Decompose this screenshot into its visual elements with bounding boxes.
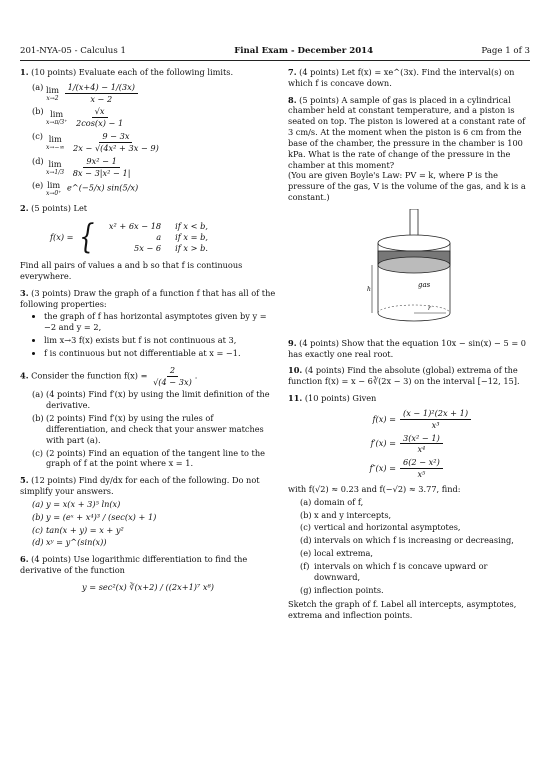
q11-part-e (300, 548, 530, 559)
denominator: x⁴ (417, 444, 426, 455)
question-text: (4 points) Use logarithmic differentiation to find the derivative of the function (20, 554, 248, 575)
part-text: (4 points) Find f′(x) by using the limit definition of the derivative. (46, 389, 270, 411)
question-number: 4. (20, 370, 29, 381)
part-label: (b) (300, 509, 312, 520)
q4-part-c (32, 448, 276, 470)
part-label: (e) (32, 180, 44, 191)
part-label: (d) (32, 537, 44, 548)
q11-part-d (300, 535, 530, 546)
q1-part-c (32, 131, 276, 154)
property-list (20, 311, 276, 358)
part-text: y = x(x + 3)⁵ ln(x) (46, 498, 121, 509)
question-10 (288, 365, 530, 387)
question-4: 4. Consider the function f(x) = $\frac{2}{√(4 - 3x)}$ . (a) (4 points) Find f′(x) by using the limit definition of the derivative. (b) (2 points) Find f′(x) by using the rules of differentiation, and check that your answer matches with part (a). (c) (2 points) Find an equation of the tangent line to the graph of f at the point where x = 1. (20, 365, 276, 469)
piece-condition: if x < b, (175, 220, 208, 231)
question-number: 7. (288, 67, 297, 77)
eq-lhs: f(x) = (372, 413, 396, 424)
question-text: (10 points) Evaluate each of the following limits. (31, 67, 234, 77)
question-3 (20, 288, 276, 359)
part-label: (c) (32, 447, 43, 458)
part-text: intervals on which f is concave upward or downward, (314, 560, 488, 582)
q11-part-b (300, 510, 530, 521)
part-text: xʸ = y^(sin(x)) (46, 537, 107, 548)
numerator: (x − 1)²(2x + 1) (400, 408, 471, 420)
question-5 (20, 475, 276, 548)
q5-part-a (32, 499, 276, 510)
closing-instruction: Sketch the graph of f. Label all intercepts, asymptotes, extrema and inflection points. (288, 599, 517, 621)
piece-expression: a (156, 231, 162, 242)
denominator: x − 2 (90, 93, 113, 104)
part-label: (b) (32, 413, 44, 424)
limit-expression: e^(−5/x) sin(5/x) (67, 182, 139, 193)
part-text: y = (eˣ + x⁴)³ / (sec(x) + 1) (46, 511, 157, 522)
question-number: 11. (288, 393, 303, 404)
question-11 (288, 393, 530, 621)
lim-symbol: lim (47, 180, 61, 191)
gas-label: gas (418, 280, 431, 289)
eq-lhs: f″(x) = (369, 463, 396, 474)
part-text: vertical and horizontal asymptotes, (314, 522, 461, 533)
question-text: (12 points) Find dy/dx for each of the following. Do not simplify your answers. (20, 475, 260, 497)
course-code: 201-NYA-05 - Calculus 1 (20, 46, 126, 56)
denominator: 2cos(x) − 1 (75, 118, 124, 129)
q11-part-f (300, 561, 530, 583)
question-9 (288, 338, 530, 360)
q5-part-d (32, 537, 276, 548)
function-definitions (350, 408, 530, 480)
lim-symbol: lim (48, 134, 62, 145)
part-label: (a) (32, 498, 44, 509)
lim-approach: x→π/3⁺ (46, 119, 68, 127)
brace: { (78, 217, 94, 258)
header-rule (20, 60, 530, 61)
question-text: (3 points) Draw the graph of a function f that has all of the following properties: (20, 287, 276, 309)
question-text: (10 points) Given (304, 393, 377, 404)
question-number: 1. (20, 67, 29, 77)
piece-expression: x² + 6x − 18 (108, 220, 162, 231)
part-text: x and y intercepts, (314, 509, 392, 520)
part-label: (c) (300, 522, 311, 533)
part-text: intervals on which f is increasing or decreasing, (314, 535, 514, 546)
question-text: Find all pairs of values a and b so that f is continuous everywhere. (20, 260, 243, 281)
question-number: 5. (20, 475, 29, 486)
question-1 (20, 67, 276, 197)
numerator: 9x² − 1 (83, 156, 119, 168)
given-values: with f(√2) ≈ 0.23 and f(−√2) ≈ 3.77, find: (288, 483, 461, 494)
piecewise-function (50, 217, 276, 258)
part-label: (a) (32, 389, 44, 400)
q1-part-b (32, 106, 276, 129)
list-item: • f is continuous but not differentiable at x = −1. (44, 348, 276, 359)
part-label: (g) (300, 584, 312, 595)
question-8 (288, 95, 530, 332)
numerator: 3(x² − 1) (400, 433, 443, 445)
denominator: x⁵ (417, 469, 426, 480)
denominator: 2x − √(4x² + 3x − 9) (73, 142, 159, 153)
question-text: (4 points) Let f(x) = xe^(3x). Find the interval(s) on which f is concave down. (288, 67, 515, 88)
q4-part-b (32, 413, 276, 445)
lim-symbol: lim (48, 158, 62, 169)
part-text: (2 points) Find f′(x) by using the rules of differentiation, and check that your answer matches with part (a). (46, 413, 264, 445)
right-column (288, 67, 530, 627)
question-number: 6. (20, 554, 29, 565)
part-label: (c) (32, 131, 43, 142)
q4-part-a (32, 389, 276, 411)
part-label: (c) (32, 524, 43, 535)
numerator: 6(2 − x²) (400, 457, 443, 469)
lim-symbol: lim (50, 109, 64, 120)
q11-part-g (300, 585, 530, 596)
page-number: Page 1 of 3 (481, 46, 530, 56)
lim-approach: x→2 (46, 94, 59, 102)
part-label: (b) (32, 106, 44, 117)
question-number: 8. (288, 94, 297, 105)
denominator: 8x − 3|x² − 1| (72, 167, 131, 178)
exam-title: Final Exam - December 2014 (234, 46, 374, 56)
equation: y = sec²(x) ∛(x+2) / ((2x+1)⁷ x⁸) (82, 581, 214, 592)
numerator: √x (92, 106, 108, 118)
numerator: 2 (167, 365, 178, 377)
part-text: local extrema, (314, 548, 373, 559)
question-number: 10. (288, 365, 303, 376)
lim-approach: x→1/3 (46, 168, 65, 176)
question-text: (5 points) A sample of gas is placed in a cylindrical chamber held at constant temperature, and a piston is seated on top. The piston is lowered at a constant rate of 3 cm/s. At the moment when the piston is 6 cm from the base of the chamber, the pressure in the chamber is 100 kPa. What is the rate of change of the pressure in the chamber at this moment? (288, 94, 526, 170)
question-6 (20, 554, 276, 592)
part-label: (b) (32, 511, 44, 522)
q1-part-d (32, 156, 276, 179)
q5-part-c (32, 525, 276, 536)
left-column (20, 67, 276, 599)
part-label: (a) (300, 496, 312, 507)
piece-condition: if x = b, (175, 231, 208, 242)
part-text: inflection points. (314, 584, 384, 595)
question-text: (4 points) Find the absolute (global) extrema of the function f(x) = x − 6∛(2x − 3) on the interval [−12, 15]. (288, 365, 520, 387)
numerator: 1/(x+4) − 1/(3x) (65, 82, 138, 94)
question-2 (20, 203, 276, 281)
q1-part-a (32, 82, 276, 105)
q5-part-b (32, 512, 276, 523)
radius-label: r (428, 304, 431, 312)
denominator: √(4 − 3x) (153, 376, 192, 387)
q1-part-e (32, 180, 276, 197)
lim-approach: x→0⁺ (46, 190, 62, 198)
eq-lhs: f′(x) = (370, 438, 396, 449)
lim-approach: x→−∞ (46, 143, 65, 151)
q11-part-a (300, 497, 530, 508)
question-number: 3. (20, 287, 29, 298)
part-label: (a) (32, 81, 44, 92)
question-number: 2. (20, 203, 29, 214)
part-text: tan(x + y) = x + y² (46, 524, 124, 535)
question-text: (4 points) Show that the equation 10x − sin(x) − 5 = 0 has exactly one real root. (288, 337, 527, 359)
part-text: (2 points) Find an equation of the tangent line to the graph of f at the point where x = 1. (46, 447, 265, 469)
list-item: • the graph of f has horizontal asymptotes given by y = −2 and y = 2, (44, 311, 276, 333)
part-label: (f) (300, 560, 310, 571)
piston-figure (366, 209, 530, 332)
denominator: x³ (431, 419, 440, 430)
function-name: f(x) = (50, 231, 74, 242)
part-label: (d) (32, 155, 44, 166)
list-item: • lim x→3 f(x) exists but f is not continuous at 3, (44, 335, 276, 346)
height-label: h (367, 285, 371, 293)
question-text: Consider the function f(x) = (31, 370, 148, 381)
part-label: (d) (300, 535, 312, 546)
page-header (20, 46, 530, 58)
piece-expression: 5x − 6 (134, 242, 162, 253)
question-number: 9. (288, 337, 297, 348)
part-label: (e) (300, 548, 312, 559)
lim-symbol: lim (46, 84, 60, 95)
part-text: domain of f, (314, 496, 364, 507)
q11-part-c (300, 522, 530, 533)
question-7 (288, 67, 530, 89)
piece-condition: if x > b. (175, 242, 208, 253)
numerator: 9 − 3x (99, 131, 132, 143)
question-text: (5 points) Let (31, 203, 88, 214)
boyles-law-note: (You are given Boyle's Law: PV = k, where P is the pressure of the gas, V is the volume of the gas, and k is a constant.) (288, 170, 526, 203)
